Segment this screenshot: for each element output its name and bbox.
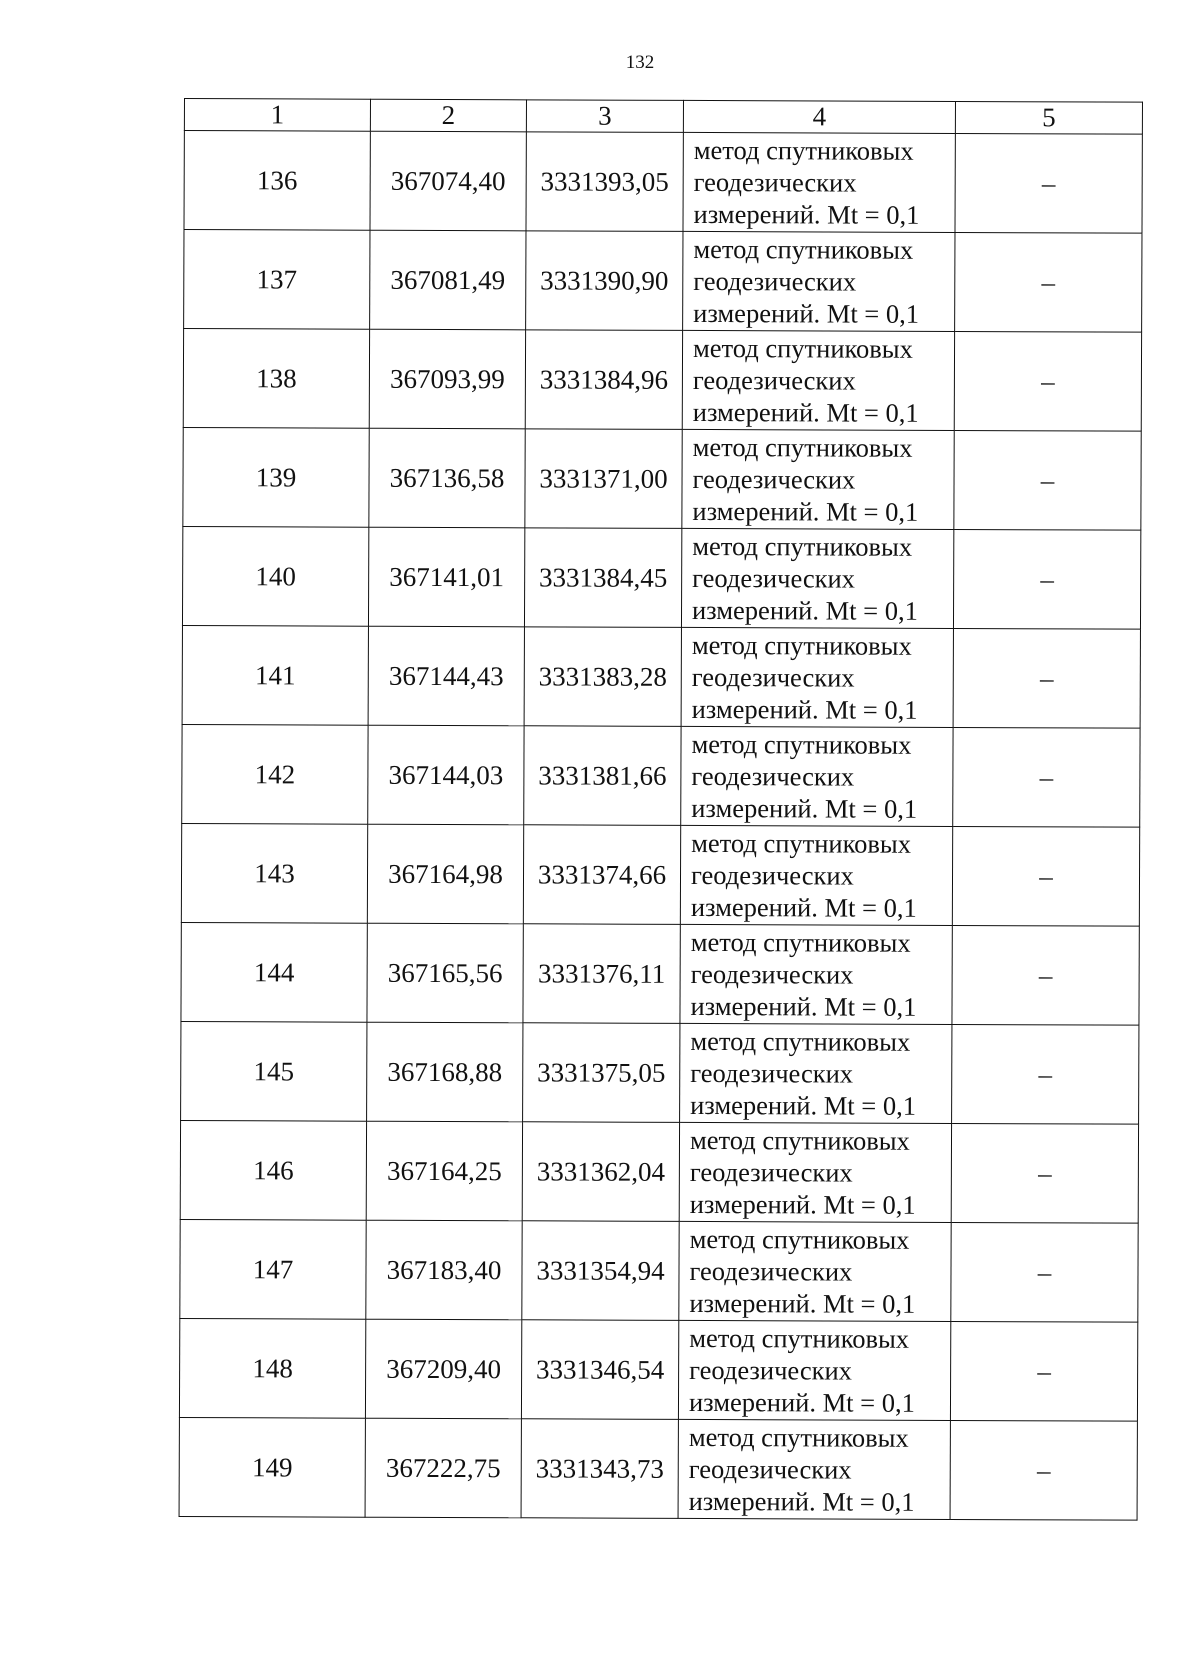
method-cell: [679, 1122, 951, 1222]
method-cell: [681, 528, 953, 628]
column-header-4: 4: [683, 100, 955, 133]
method-line: измерений. Mt = 0,1: [688, 1386, 915, 1418]
method-cell: [679, 1221, 951, 1321]
column-header-2: 2: [370, 99, 526, 132]
point-number-cell: 143: [181, 823, 367, 923]
table-row: [183, 427, 1141, 530]
y-coordinate-cell: 3331384,96: [525, 330, 682, 430]
method-line: измерений. Mt = 0,1: [692, 396, 919, 428]
method-line: метод спутниковых: [691, 827, 912, 859]
method-cell: [680, 924, 952, 1024]
table-row: [183, 329, 1141, 432]
column-header-5: 5: [955, 101, 1142, 134]
method-line: метод спутниковых: [690, 1025, 911, 1057]
y-coordinate-cell: 3331381,66: [524, 726, 681, 826]
note-cell: –: [955, 232, 1142, 332]
method-line: геодезических: [692, 364, 856, 396]
method-line: геодезических: [690, 1057, 854, 1089]
method-line: измерений. Mt = 0,1: [691, 792, 918, 824]
method-line: измерений. Mt = 0,1: [689, 1188, 916, 1220]
note-cell: –: [952, 1024, 1139, 1124]
method-line: измерений. Mt = 0,1: [689, 1287, 916, 1319]
x-coordinate-cell: 367136,58: [369, 428, 525, 528]
table-row: [182, 724, 1140, 827]
method-line: измерений. Mt = 0,1: [692, 495, 919, 527]
method-cell: [678, 1320, 950, 1420]
note-cell: –: [951, 1123, 1138, 1223]
y-coordinate-cell: 3331375,05: [523, 1023, 680, 1123]
method-line: геодезических: [693, 166, 857, 198]
table-header-row: [184, 99, 1142, 135]
note-cell: –: [952, 826, 1139, 926]
method-line: измерений. Mt = 0,1: [691, 693, 918, 725]
point-number-cell: 137: [184, 230, 370, 330]
point-number-cell: 149: [179, 1417, 365, 1517]
note-cell: –: [953, 529, 1140, 629]
table-row: [179, 1318, 1137, 1421]
y-coordinate-cell: 3331376,11: [523, 924, 680, 1024]
method-cell: [681, 726, 953, 826]
table-row: [181, 922, 1139, 1025]
x-coordinate-cell: 367074,40: [370, 131, 526, 231]
method-line: метод спутниковых: [689, 1223, 910, 1255]
point-number-cell: 139: [183, 427, 369, 527]
method-cell: [680, 1023, 952, 1123]
method-line: метод спутниковых: [692, 431, 913, 463]
method-line: измерений. Mt = 0,1: [693, 198, 920, 230]
y-coordinate-cell: 3331346,54: [521, 1320, 678, 1420]
method-line: метод спутниковых: [691, 728, 912, 760]
note-cell: –: [953, 628, 1140, 728]
y-coordinate-cell: 3331390,90: [526, 231, 683, 331]
point-number-cell: 148: [179, 1318, 365, 1418]
method-cell: [680, 825, 952, 925]
method-line: метод спутниковых: [691, 629, 912, 661]
point-number-cell: 138: [183, 329, 369, 429]
y-coordinate-cell: 3331383,28: [524, 627, 681, 727]
method-line: геодезических: [693, 265, 857, 297]
table-row: [180, 1219, 1138, 1322]
table-row: [181, 1021, 1139, 1124]
method-line: измерений. Mt = 0,1: [688, 1485, 915, 1517]
method-line: геодезических: [691, 661, 855, 693]
y-coordinate-cell: 3331384,45: [524, 528, 681, 628]
x-coordinate-cell: 367168,88: [367, 1022, 523, 1122]
method-line: геодезических: [690, 859, 854, 891]
table-row: [184, 131, 1142, 234]
method-line: геодезических: [692, 562, 856, 594]
method-line: метод спутниковых: [688, 1421, 909, 1453]
note-cell: –: [950, 1321, 1137, 1421]
method-line: геодезических: [689, 1354, 852, 1386]
y-coordinate-cell: 3331362,04: [522, 1122, 679, 1222]
x-coordinate-cell: 367141,01: [368, 527, 524, 627]
method-line: геодезических: [688, 1453, 852, 1485]
method-line: геодезических: [691, 760, 855, 792]
method-line: измерений. Mt = 0,1: [690, 1089, 917, 1121]
point-number-cell: 146: [180, 1120, 366, 1220]
y-coordinate-cell: 3331393,05: [526, 132, 683, 232]
method-line: измерений. Mt = 0,1: [690, 990, 917, 1022]
x-coordinate-cell: 367081,49: [370, 230, 526, 330]
note-cell: –: [950, 1420, 1137, 1520]
method-line: геодезических: [692, 463, 856, 495]
note-cell: –: [954, 430, 1141, 530]
method-line: измерений. Mt = 0,1: [693, 297, 920, 329]
method-cell: [682, 429, 954, 529]
method-cell: [682, 330, 954, 430]
method-line: метод спутниковых: [689, 1322, 910, 1354]
table-row: [179, 1417, 1137, 1520]
note-cell: –: [951, 1222, 1138, 1322]
method-cell: [683, 231, 955, 331]
y-coordinate-cell: 3331374,66: [523, 825, 680, 925]
method-line: геодезических: [689, 1156, 853, 1188]
method-cell: [681, 627, 953, 727]
x-coordinate-cell: 367165,56: [367, 923, 523, 1023]
point-number-cell: 145: [181, 1021, 367, 1121]
y-coordinate-cell: 3331354,94: [522, 1221, 679, 1321]
page-number: 132: [625, 52, 655, 73]
table-row: [182, 625, 1140, 728]
x-coordinate-cell: 367144,03: [368, 725, 524, 825]
method-line: метод спутниковых: [689, 1124, 910, 1156]
method-line: геодезических: [689, 1255, 853, 1287]
point-number-cell: 141: [182, 625, 368, 725]
method-cell: [683, 132, 955, 232]
table-row: [184, 230, 1142, 333]
table-row: [182, 526, 1140, 629]
method-line: геодезических: [690, 958, 854, 990]
coordinates-table: [179, 98, 1143, 1521]
point-number-cell: 147: [180, 1219, 366, 1319]
note-cell: –: [952, 925, 1139, 1025]
x-coordinate-cell: 367093,99: [369, 329, 525, 429]
x-coordinate-cell: 367222,75: [365, 1418, 521, 1518]
table-row: [180, 1120, 1138, 1223]
table-row: [181, 823, 1139, 926]
note-cell: –: [954, 331, 1141, 431]
x-coordinate-cell: 367209,40: [365, 1319, 521, 1419]
y-coordinate-cell: 3331343,73: [521, 1419, 678, 1519]
point-number-cell: 140: [182, 526, 368, 626]
method-line: метод спутниковых: [693, 233, 914, 265]
method-line: измерений. Mt = 0,1: [690, 891, 917, 923]
method-cell: [678, 1419, 950, 1519]
note-cell: –: [953, 727, 1140, 827]
method-line: метод спутниковых: [690, 926, 911, 958]
method-line: метод спутниковых: [692, 530, 913, 562]
x-coordinate-cell: 367164,25: [366, 1121, 522, 1221]
column-header-1: 1: [184, 99, 370, 132]
point-number-cell: 142: [182, 724, 368, 824]
y-coordinate-cell: 3331371,00: [525, 429, 682, 529]
method-line: метод спутниковых: [693, 134, 914, 166]
point-number-cell: 136: [184, 131, 370, 231]
note-cell: –: [955, 133, 1142, 233]
x-coordinate-cell: 367183,40: [366, 1220, 522, 1320]
method-line: метод спутниковых: [692, 332, 913, 364]
table-body: [179, 131, 1142, 1521]
column-header-3: 3: [526, 100, 683, 133]
method-line: измерений. Mt = 0,1: [691, 594, 918, 626]
point-number-cell: 144: [181, 922, 367, 1022]
x-coordinate-cell: 367144,43: [368, 626, 524, 726]
x-coordinate-cell: 367164,98: [367, 824, 523, 924]
